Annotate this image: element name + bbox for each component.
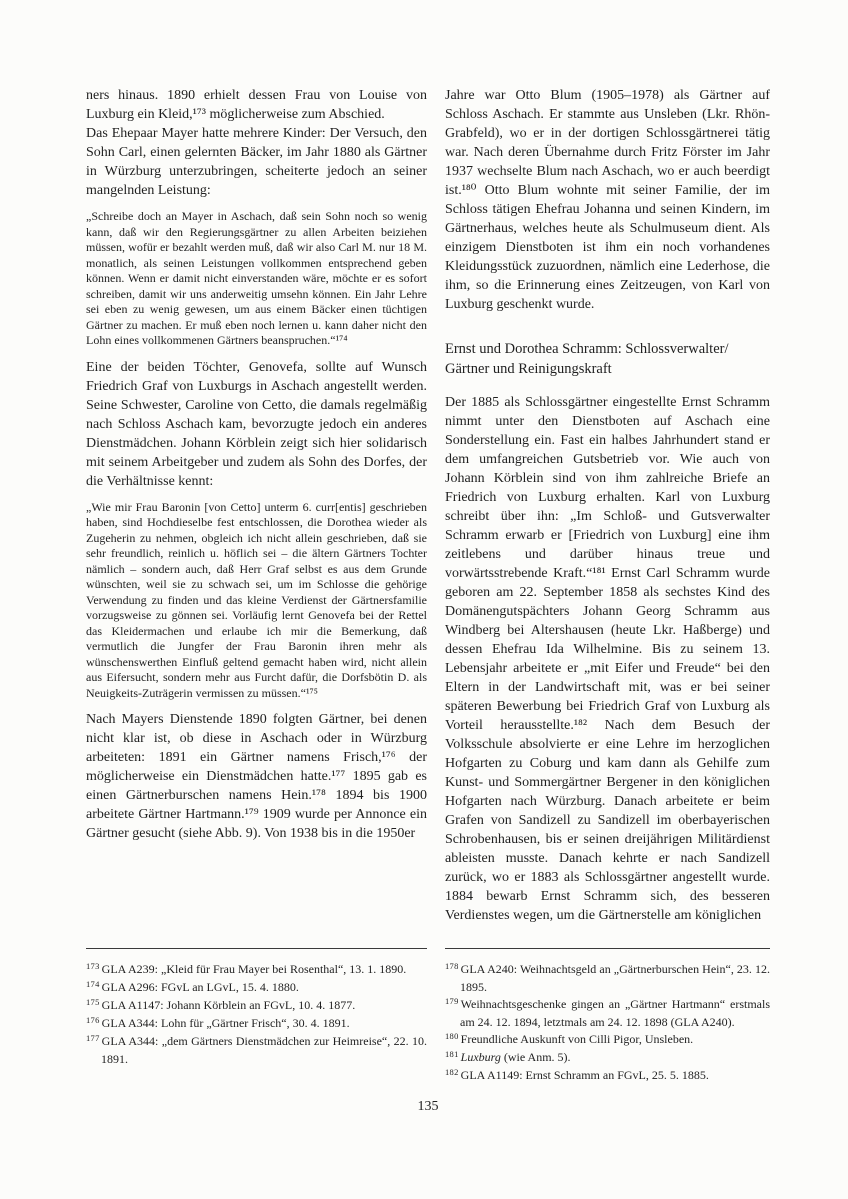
footnote-number: 179 bbox=[445, 996, 459, 1006]
footnote-text: GLA A1147: Johann Körblein an FGvL, 10. 4. 1877. bbox=[101, 998, 356, 1012]
footnote-number: 177 bbox=[86, 1033, 100, 1043]
footnote bbox=[445, 1049, 770, 1067]
footnote-text: GLA A239: „Kleid für Frau Mayer bei Rosenthal“, 13. 1. 1890. bbox=[101, 962, 407, 976]
footnote-text: Freundliche Auskunft von Cilli Pigor, Unsleben. bbox=[460, 1032, 694, 1046]
footnote-number: 180 bbox=[445, 1031, 459, 1041]
footnote bbox=[445, 1031, 770, 1049]
footnote-text: Weihnachtsgeschenke gingen an „Gärtner Hartmann“ erstmals am 24. 12. 1894, letztmals am 24. 12. 1898 (GLA A240). bbox=[460, 997, 770, 1029]
footnote-text: GLA A344: Lohn für „Gärtner Frisch“, 30. 4. 1891. bbox=[101, 1016, 350, 1030]
footnote-separator bbox=[445, 948, 770, 949]
footnote-number: 173 bbox=[86, 961, 100, 971]
footnote-number: 178 bbox=[445, 961, 459, 971]
two-column-layout bbox=[86, 86, 770, 1085]
footnote bbox=[86, 997, 427, 1015]
footnote-italic-text: Luxburg bbox=[460, 1050, 501, 1064]
paragraph: Der 1885 als Schlossgärtner eingestellte Ernst Schramm nimmt unter den Dienstboten auf Aschach eine Sonderstellung ein. Fast ein halbes Jahrhundert stand er dem umfangreichen Gutsbetrieb vor. Wie auch von Johann Körblein sind von ihm zahlreiche Briefe an Friedrich von Luxburg erhalten. Karl von Luxburg schreibt über ihn: „Im Schloß- und Gutsverwalter Schramm erwarb er [Friedrich von Luxburg] eine ihm zeitlebens und darüber hinaus treue und vorwärtsstrebende Kraft.“¹⁸¹ Ernst Carl Schramm wurde geboren am 22. September 1858 als sechstes Kind des Domänengutspächters Johann Georg Schramm aus Windberg bei Altershausen (heute Lkr. Haßberge) und dessen Ehefrau Ida Wilhelmine. Bis zu seinem 13. Lebensjahr arbeitete er „mit Eifer und Freude“ bei den Eltern in der Landwirtschaft mit, was er bei seiner späteren Bewerbung bei Friedrich Graf von Luxburg als Vorteil herausstellte.¹⁸² Nach dem Besuch der Volksschule absolvierte er eine Lehre im herzoglichen Hofgarten zu Coburg und kam dann als Gehilfe zum Kunst- und Sommergärtner Bergener in den königlichen Hofgarten nach Würzburg. Danach arbeitete er beim Grafen von Sandizell zu Sandizell im oberbayerischen Schrobenhausen, bis er seinen dreijährigen Militärdienst ableisten musste. Danach kehrte er nach Sandizell zurück, wo er 1883 als Schlossgärtner angestellt wurde. 1884 bewarb Ernst Schramm sich, des besseren Verdienstes wegen, um die Gärtnerstelle am königlichen bbox=[445, 395, 770, 923]
footnote-text: GLA A240: Weihnachtsgeld an „Gärtnerburschen Hein“, 23. 12. 1895. bbox=[460, 962, 770, 994]
section-heading-line: Gärtner und Reinigungskraft bbox=[445, 360, 612, 377]
section-heading bbox=[445, 340, 770, 379]
block-quote: „Wie mir Frau Baronin [von Cetto] unterm 6. curr[entis] geschrieben haben, sind Hochdieselbe fest entschlossen, die Dorothea wieder als Zugeherin zu nehmen, obgleich ich nicht allein geschrieben, daß sie sehr freundlich, reinlich u. höflich sei – die ältern Gärtners Tochter nämlich – sondern auch, daß Herr Graf selbst es aus dem Grunde wünschten, weil sie zu schwach sei, um im Schlosse die gehörige Verwendung zu finden und das kleine Verdienst der Gärtnersfamilie vorzugsweise zu gönnen sei. Vorläufig lernt Genovefa bei der Rettel das Kleidermachen und erlaube ich mir die Bemerkung, daß vermutlich die Jungfer der Frau Baronin ihren mehr als wünschenswerthen Einfluß geltend gemacht haben wird, nicht allein aus Eifersucht, sondern mehr aus Furcht dafür, die Dorfsbötin D. als Neuigkeits-Zuträgerin vermissen zu müssen.“¹⁷⁵ bbox=[86, 499, 427, 700]
footnote bbox=[445, 1067, 770, 1085]
right-footnotes bbox=[445, 948, 770, 1085]
footnote bbox=[445, 961, 770, 996]
footnote-number: 174 bbox=[86, 979, 100, 989]
paragraph: Nach Mayers Dienstende 1890 folgten Gärtner, bei denen nicht klar ist, ob diese in Aschach oder in Würzburg arbeiteten: 1891 ein Gärtner namens Frisch,¹⁷⁶ der möglicherweise ein Dienstmädchen hatte.¹⁷⁷ 1895 gab es einen Gärtnerburschen namens Hein.¹⁷⁸ 1894 bis 1900 arbeitete Gärtner Hartmann.¹⁷⁹ 1909 wurde per Annonce ein Gärtner gesucht (siehe Abb. 9). Von 1938 bis in die 1950er bbox=[86, 712, 427, 841]
footnote-separator bbox=[86, 948, 427, 949]
footnote-number: 181 bbox=[445, 1049, 459, 1059]
right-column-body bbox=[445, 86, 770, 948]
paragraph: Jahre war Otto Blum (1905–1978) als Gärtner auf Schloss Aschach. Er stammte aus Unsleben (Lkr. Rhön-Grabfeld), wo er in der dortigen Schlossgärtnerei tätig war. Nach deren Übernahme durch Fritz Förster im Jahr 1937 wechselte Blum nach Aschach, wo er auch beerdigt ist.¹⁸⁰ Otto Blum wohnte mit seiner Familie, der im Schloss tätigen Ehefrau Johanna und seinen Kindern, im Gärtnerhaus, welches heute als Schulmuseum dient. Als einzigem Dienstboten ist ihm ein noch vorhandenes Kleidungsstück zuzuordnen, nämlich eine Lederhose, die ihm, so die Erinnerung eines Zeitzeugen, von Karl von Luxburg geschenkt wurde. bbox=[445, 88, 770, 312]
block-quote: „Schreibe doch an Mayer in Aschach, daß sein Sohn noch so wenig kann, daß wir den Regierungsgärtner zu allen Arbeiten beiziehen müssen, wofür er bezahlt werden muß, daß wir also Carl M. nur 18 M. monatlich, als seinen Leistungen vollkommen entsprechend geben können. Wenn er damit nicht einverstanden wäre, möchte er es sofort schreiben, damit wir uns anderweitig umsehn können. Ein Jahr Lehre sei eben zu wenig gewesen, um aus einem Bäcker einen tüchtigen Gärtner zu machen. Er muß eben noch lernen u. kann daher nicht den Lohn eines vollkommenen Gärtners beanspruchen.“¹⁷⁴ bbox=[86, 209, 427, 347]
right-column bbox=[445, 86, 770, 1085]
footnote bbox=[445, 996, 770, 1031]
footnote-number: 182 bbox=[445, 1067, 459, 1077]
left-footnotes bbox=[86, 948, 427, 1068]
left-column-body bbox=[86, 86, 427, 948]
footnote-text: GLA A344: „dem Gärtners Dienstmädchen zur Heimreise“, 22. 10. 1891. bbox=[101, 1034, 427, 1066]
left-column bbox=[86, 86, 427, 1085]
footnote-number: 176 bbox=[86, 1015, 100, 1025]
footnote-text: GLA A296: FGvL an LGvL, 15. 4. 1880. bbox=[101, 980, 299, 994]
footnote-text: (wie Anm. 5). bbox=[500, 1050, 571, 1064]
paragraph: Eine der beiden Töchter, Genovefa, sollte auf Wunsch Friedrich Graf von Luxburgs in Aschach angestellt werden. Seine Schwester, Caroline von Cetto, die damals regelmäßig nach Schloss Aschach kam, bevorzugte jedoch ein anderes Dienstmädchen. Johann Körblein zeigt sich hier solidarisch mit seinem Arbeitgeber und zudem als Sohn des Dorfes, der die Verhältnisse kennt: bbox=[86, 359, 427, 489]
paragraph: Das Ehepaar Mayer hatte mehrere Kinder: Der Versuch, den Sohn Carl, einen gelernten Bäcker, im Jahr 1880 als Gärtner in Würzburg unterzubringen, scheiterte jedoch an seiner mangelnden Leistung: bbox=[86, 126, 427, 198]
footnote bbox=[86, 961, 427, 979]
section-heading-line: Ernst und Dorothea Schramm: Schlossverwalter/ bbox=[445, 341, 729, 357]
footnote bbox=[86, 979, 427, 997]
page-number: 135 bbox=[417, 1099, 439, 1114]
footnote bbox=[86, 1033, 427, 1068]
footnote bbox=[86, 1015, 427, 1033]
paragraph: ners hinaus. 1890 erhielt dessen Frau von Louise von Luxburg ein Kleid,¹⁷³ möglicherweise zum Abschied. bbox=[86, 88, 427, 122]
footnote-number: 175 bbox=[86, 997, 100, 1007]
footnote-text: GLA A1149: Ernst Schramm an FGvL, 25. 5. 1885. bbox=[460, 1068, 709, 1082]
